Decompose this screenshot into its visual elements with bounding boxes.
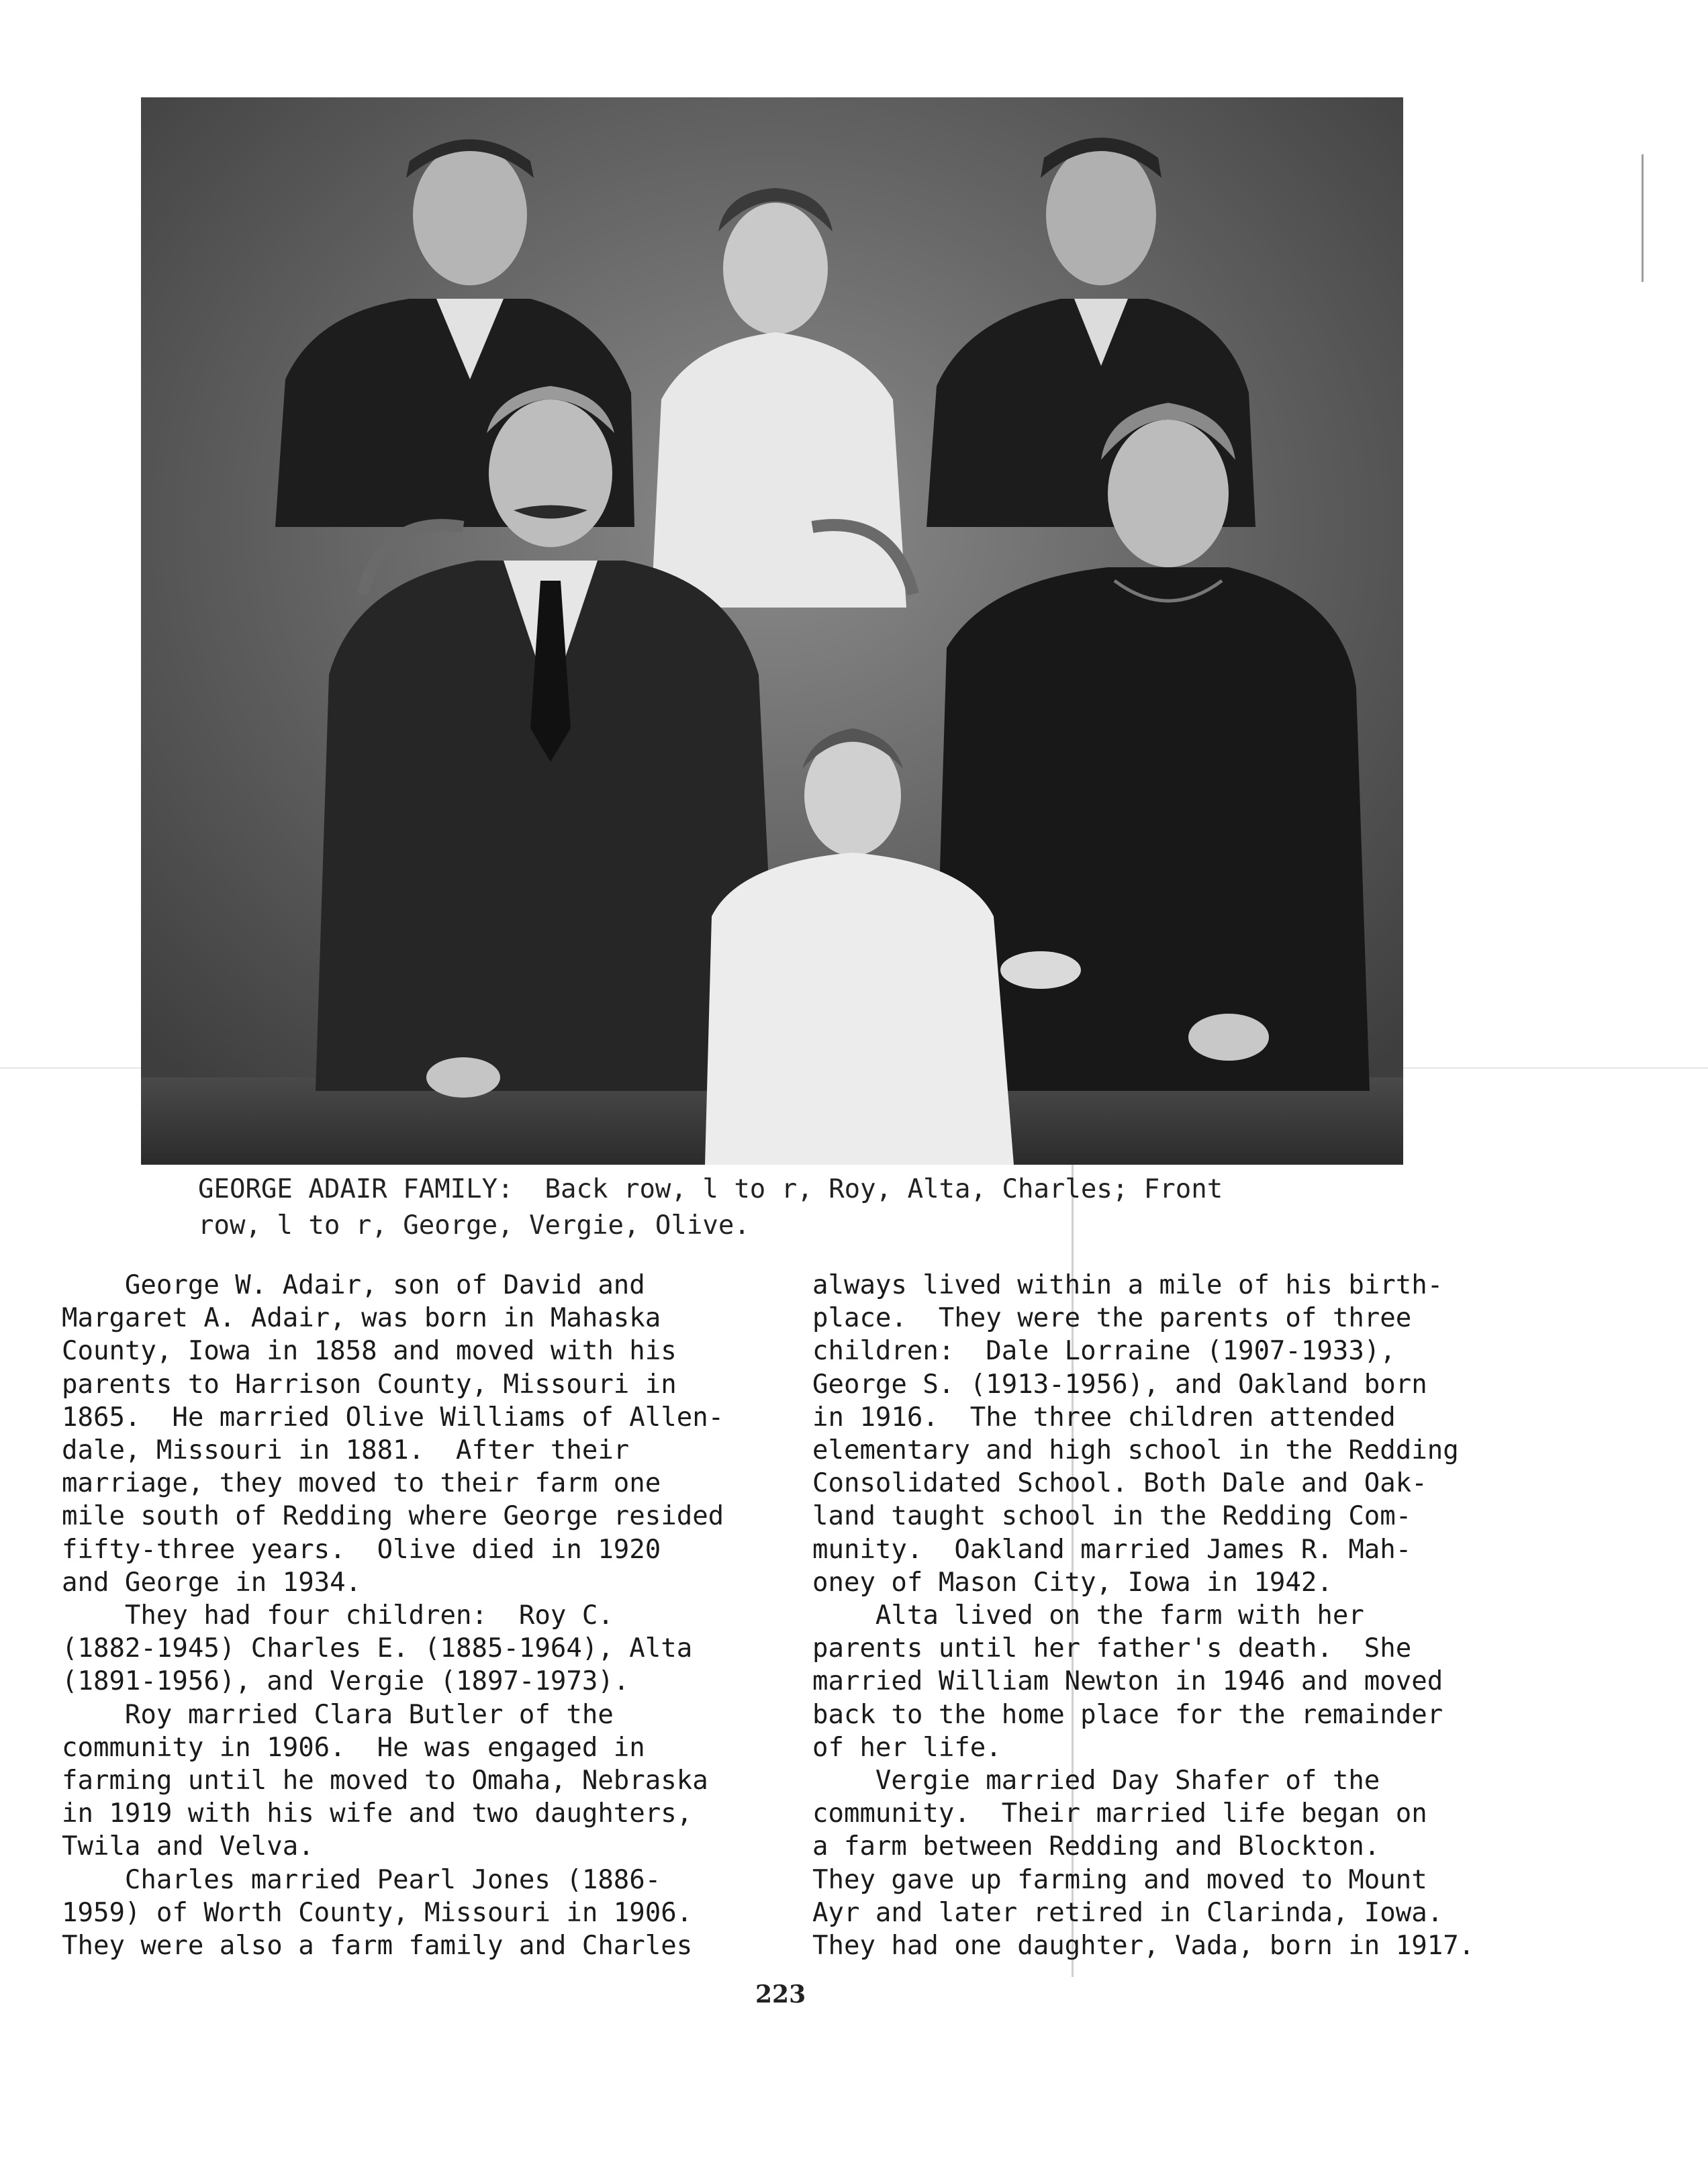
- family-portrait-photo: [141, 97, 1403, 1165]
- text-line: They were also a farm family and Charles: [62, 1931, 693, 1962]
- text-line: They had four children: Roy C.: [62, 1600, 614, 1631]
- caption-line: GEORGE ADAIR FAMILY: Back row, l to r, Roy, Alta, Charles; Front: [198, 1174, 1223, 1204]
- text-line: munity. Oakland married James R. Mah-: [812, 1534, 1412, 1565]
- text-line: They had one daughter, Vada, born in 1917.: [812, 1931, 1475, 1962]
- text-line: land taught school in the Redding Com-: [812, 1501, 1412, 1532]
- margin-mark: [1642, 154, 1644, 282]
- text-line: Margaret A. Adair, was born in Mahaska: [62, 1303, 661, 1334]
- text-line: dale, Missouri in 1881. After their: [62, 1435, 630, 1466]
- text-line: fifty-three years. Olive died in 1920: [62, 1534, 661, 1565]
- text-line: Consolidated School. Both Dale and Oak-: [812, 1468, 1427, 1499]
- text-line: Vergie married Day Shafer of the: [812, 1766, 1380, 1796]
- text-line: marriage, they moved to their farm one: [62, 1468, 661, 1499]
- text-line: community in 1906. He was engaged in: [62, 1732, 645, 1763]
- text-line: (1891-1956), and Vergie (1897-1973).: [62, 1666, 630, 1697]
- text-line: Roy married Clara Butler of the: [62, 1699, 614, 1730]
- text-line: mile south of Redding where George resided: [62, 1501, 724, 1532]
- page-number: 223: [755, 1980, 806, 2009]
- photo-caption: [198, 1171, 1373, 1244]
- text-line: (1882-1945) Charles E. (1885-1964), Alta: [62, 1633, 693, 1664]
- text-line: elementary and high school in the Redding: [812, 1435, 1459, 1466]
- text-line: parents to Harrison County, Missouri in: [62, 1369, 677, 1400]
- text-line: community. Their married life began on: [812, 1798, 1427, 1829]
- text-line: Alta lived on the farm with her: [812, 1600, 1364, 1631]
- text-line: 1865. He married Olive Williams of Allen-: [62, 1402, 724, 1433]
- text-line: They gave up farming and moved to Mount: [812, 1864, 1427, 1895]
- text-line: married William Newton in 1946 and moved: [812, 1666, 1443, 1697]
- text-line: place. They were the parents of three: [812, 1303, 1412, 1334]
- text-line: Twila and Velva.: [62, 1831, 314, 1862]
- text-line: a farm between Redding and Blockton.: [812, 1831, 1380, 1862]
- left-text-column: [62, 1269, 814, 1962]
- text-line: Ayr and later retired in Clarinda, Iowa.: [812, 1897, 1443, 1928]
- caption-line: row, l to r, George, Vergie, Olive.: [198, 1210, 750, 1241]
- text-line: of her life.: [812, 1732, 1002, 1763]
- text-line: children: Dale Lorraine (1907-1933),: [812, 1336, 1396, 1367]
- text-line: back to the home place for the remainder: [812, 1699, 1443, 1730]
- text-line: in 1919 with his wife and two daughters,: [62, 1798, 693, 1829]
- text-line: County, Iowa in 1858 and moved with his: [62, 1336, 677, 1367]
- right-text-column: [812, 1269, 1524, 1962]
- text-line: George W. Adair, son of David and: [62, 1270, 645, 1300]
- text-line: parents until her father's death. She: [812, 1633, 1412, 1664]
- text-line: Charles married Pearl Jones (1886-: [62, 1864, 661, 1895]
- text-line: George S. (1913-1956), and Oakland born: [812, 1369, 1427, 1400]
- text-line: and George in 1934.: [62, 1567, 362, 1598]
- text-line: in 1916. The three children attended: [812, 1402, 1396, 1433]
- text-line: always lived within a mile of his birth-: [812, 1270, 1443, 1300]
- text-line: farming until he moved to Omaha, Nebraska: [62, 1766, 708, 1796]
- text-line: oney of Mason City, Iowa in 1942.: [812, 1567, 1333, 1598]
- text-line: 1959) of Worth County, Missouri in 1906.: [62, 1897, 693, 1928]
